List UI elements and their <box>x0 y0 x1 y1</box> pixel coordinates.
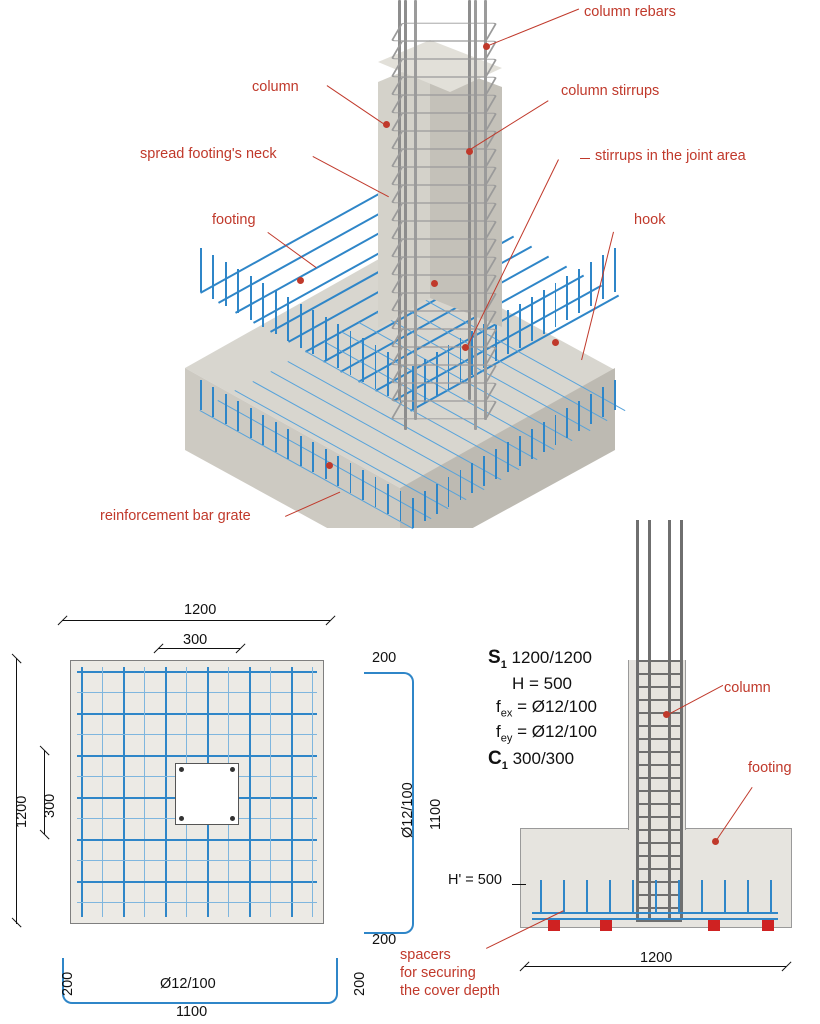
column-stirrup <box>391 23 498 41</box>
plan-rebar-vertical <box>249 667 251 917</box>
mesh-upstand-bar <box>471 463 473 493</box>
plan-dim-overall-line <box>62 620 330 621</box>
label-footing: footing <box>212 212 256 228</box>
mesh-upstand-bar <box>250 276 252 320</box>
mesh-upstand-bar <box>614 248 616 292</box>
mesh-upstand-bar <box>275 422 277 452</box>
plan-footing-outline <box>70 660 324 924</box>
section-upstand-bar <box>678 880 680 914</box>
section-dot-column <box>663 711 670 718</box>
label-stirrups-joint: stirrups in the joint area <box>595 148 746 164</box>
label-column-rebars: column rebars <box>584 4 676 20</box>
plan-rebar-vertical <box>123 667 125 917</box>
column-stirrup <box>391 257 498 275</box>
bar-bottom-leg-left: 200 <box>60 971 76 996</box>
mesh-upstand-bar <box>325 317 327 361</box>
column-stirrup <box>391 401 498 419</box>
column-stirrup <box>391 383 498 401</box>
section-upstand-bar <box>701 880 703 914</box>
section-column-stirrup <box>636 881 682 883</box>
schedule-fey-value: Ø12/100 <box>531 721 597 741</box>
mesh-upstand-bar <box>566 276 568 320</box>
leader-line-stirrups-joint <box>580 158 590 159</box>
schedule-s1-label: S <box>488 647 501 668</box>
leader-line-column <box>327 85 384 124</box>
plan-rebar-vertical <box>312 667 313 917</box>
section-spacer <box>762 920 774 931</box>
column-stirrup <box>391 239 498 257</box>
mesh-upstand-bar <box>531 297 533 341</box>
section-spacer <box>548 920 560 931</box>
schedule-fex-value: Ø12/100 <box>531 696 597 716</box>
bar-bottom-diameter: Ø12/100 <box>160 976 216 992</box>
leader-line-footing-2 <box>300 280 301 281</box>
mesh-upstand-bar <box>543 422 545 452</box>
label-reinforcement-bar-grate: reinforcement bar grate <box>100 508 251 524</box>
column-stirrup <box>391 275 498 293</box>
plan-rebar-vertical <box>291 667 293 917</box>
column-stirrup <box>391 329 498 347</box>
spacers-note-line-2: for securing <box>400 965 476 982</box>
bar-right-leg-bottom: 200 <box>372 932 397 948</box>
plan-dim-left-line <box>16 658 17 924</box>
mesh-upstand-bar <box>578 401 580 431</box>
mesh-upstand-bar <box>312 310 314 354</box>
section-label-column: column <box>724 680 771 696</box>
section-upstand-bar <box>747 880 749 914</box>
mesh-upstand-bar <box>412 498 414 528</box>
section-width-line <box>524 966 786 967</box>
plan-dim-left-text: 1200 <box>14 795 30 828</box>
mesh-upstand-bar <box>424 491 426 521</box>
column-stirrup <box>391 347 498 365</box>
section-spacers-note <box>400 946 500 1000</box>
section-column-stirrup <box>636 816 682 818</box>
schedule-fex-sub: ex <box>500 706 513 719</box>
section-column-stirrup <box>636 751 682 753</box>
mesh-upstand-bar <box>555 415 557 445</box>
mesh-upstand-bar <box>212 387 214 417</box>
section-column-stirrup <box>636 790 682 792</box>
section-column-stirrup <box>636 920 682 922</box>
bar-right-leg-top: 200 <box>372 650 397 666</box>
column-stirrup <box>391 149 498 167</box>
mesh-upstand-bar <box>237 401 239 431</box>
section-height-arrow <box>512 884 526 885</box>
spacers-note-line-3: the cover depth <box>400 983 500 1000</box>
footing-schedule-notes <box>488 645 597 774</box>
column-stirrup <box>391 203 498 221</box>
section-column-stirrup <box>636 868 682 870</box>
mesh-upstand-bar <box>436 484 438 514</box>
mesh-upstand-bar <box>300 436 302 466</box>
section-column-stirrup <box>636 777 682 779</box>
mesh-upstand-bar <box>312 442 314 472</box>
plan-rebar-horizontal <box>77 860 317 861</box>
section-upstand-bar <box>655 880 657 914</box>
leader-dot-grate <box>326 462 333 469</box>
leader-dot-neck <box>431 280 438 287</box>
schedule-h: H = 500 <box>512 673 573 693</box>
column-stirrup <box>391 365 498 383</box>
mesh-upstand-bar <box>362 470 364 500</box>
mesh-upstand-bar <box>275 290 277 334</box>
mesh-upstand-bar <box>614 380 616 410</box>
schedule-c1-label: C <box>488 748 502 770</box>
mesh-upstand-bar <box>337 324 339 368</box>
schedule-eq-1: = <box>517 696 528 716</box>
section-spacer <box>708 920 720 931</box>
section-column-stirrup <box>636 829 682 831</box>
label-column: column <box>252 79 299 95</box>
mesh-upstand-bar <box>507 442 509 472</box>
section-column-stirrup <box>636 907 682 909</box>
mesh-upstand-bar <box>483 456 485 486</box>
section-column-stirrup <box>636 673 682 675</box>
mesh-upstand-bar <box>495 449 497 479</box>
section-column-stirrup <box>636 660 682 662</box>
mesh-upstand-bar <box>387 484 389 514</box>
mesh-upstand-bar <box>350 331 352 375</box>
schedule-s1-sub: 1 <box>500 658 507 671</box>
section-column-stirrup <box>636 894 682 896</box>
mesh-upstand-bar <box>578 269 580 313</box>
section-column-rebar <box>668 520 671 920</box>
column-stirrup <box>391 113 498 131</box>
mesh-upstand-bar <box>337 456 339 486</box>
leader-dot-hook <box>552 339 559 346</box>
mesh-upstand-bar <box>200 380 202 410</box>
mesh-upstand-bar <box>287 429 289 459</box>
section-upstand-bar <box>724 880 726 914</box>
mesh-upstand-bar <box>590 394 592 424</box>
leader-line-hook <box>581 232 614 360</box>
section-column-rebar <box>680 520 683 920</box>
plan-rebar-horizontal <box>77 881 317 883</box>
plan-column-square <box>175 763 239 825</box>
column-stirrup <box>391 77 498 95</box>
mesh-upstand-bar <box>519 304 521 348</box>
plan-rebar-horizontal <box>77 734 317 735</box>
plan-rebar-vertical <box>165 667 167 917</box>
schedule-s1-size: 1200/1200 <box>511 648 592 667</box>
section-column-stirrup <box>636 725 682 727</box>
bar-bottom-body: 1100 <box>176 1004 208 1020</box>
section-column-stirrup <box>636 842 682 844</box>
plan-rebar-horizontal <box>77 713 317 715</box>
column-stirrup <box>391 221 498 239</box>
section-column-stirrup <box>636 738 682 740</box>
column-stirrup <box>391 167 498 185</box>
section-upstand-bar <box>632 880 634 914</box>
mesh-upstand-bar <box>387 352 389 396</box>
section-bottom-bar <box>532 918 778 920</box>
schedule-c1-sub: 1 <box>501 759 508 772</box>
plan-rebar-vertical <box>81 667 83 917</box>
section-upstand-bar <box>609 880 611 914</box>
mesh-upstand-bar <box>287 297 289 341</box>
spacers-note-line-1: spacers <box>400 947 451 963</box>
column-stirrup <box>391 131 498 149</box>
column-stirrup <box>391 95 498 113</box>
section-column-stirrup <box>636 803 682 805</box>
mesh-upstand-bar <box>262 415 264 445</box>
mesh-upstand-bar <box>362 338 364 382</box>
leader-line-neck <box>313 156 389 197</box>
schedule-c1-size: 300/300 <box>512 749 575 769</box>
label-spread-footings-neck: spread footing's neck <box>140 146 277 162</box>
section-upstand-bar <box>563 880 565 914</box>
plan-rebar-vertical <box>144 667 145 917</box>
mesh-upstand-bar <box>566 408 568 438</box>
plan-rebar-horizontal <box>77 902 317 903</box>
mesh-upstand-bar <box>250 408 252 438</box>
schedule-fex-label: f <box>496 696 501 716</box>
section-upstand-bar <box>770 880 772 914</box>
plan-rebar-horizontal <box>77 839 317 841</box>
mesh-upstand-bar <box>237 269 239 313</box>
plan-rebar-vertical <box>270 667 271 917</box>
label-hook: hook <box>634 212 666 228</box>
section-column-stirrup <box>636 712 682 714</box>
leader-dot-stirrups-joint <box>462 344 469 351</box>
mesh-upstand-bar <box>400 491 402 521</box>
section-width-text: 1200 <box>640 950 673 966</box>
mesh-upstand-bar <box>519 436 521 466</box>
mesh-upstand-bar <box>531 429 533 459</box>
mesh-upstand-bar <box>448 477 450 507</box>
section-spacer <box>600 920 612 931</box>
section-height-label: H' = 500 <box>448 872 502 888</box>
mesh-upstand-bar <box>590 262 592 306</box>
bar-right-body: 1100 <box>428 798 444 830</box>
bar-bottom-leg-right: 200 <box>352 971 368 996</box>
section-label-footing: footing <box>748 760 792 776</box>
mesh-upstand-bar <box>555 283 557 327</box>
schedule-fey-label: f <box>496 721 501 741</box>
plan-rebar-horizontal <box>77 755 317 757</box>
plan-dim-overall-text: 1200 <box>184 602 217 618</box>
mesh-upstand-bar <box>200 248 202 292</box>
section-column-stirrup <box>636 699 682 701</box>
mesh-upstand-bar <box>375 345 377 389</box>
plan-dim-left-col-line <box>44 750 45 834</box>
mesh-upstand-bar <box>460 470 462 500</box>
section-upstand-bar <box>586 880 588 914</box>
mesh-upstand-bar <box>212 255 214 299</box>
mesh-upstand-bar <box>507 310 509 354</box>
mesh-upstand-bar <box>602 387 604 417</box>
section-upstand-bar <box>540 880 542 914</box>
section-column-stirrup <box>636 855 682 857</box>
leader-line-column-rebars <box>486 9 579 47</box>
plan-rebar-horizontal <box>77 671 317 673</box>
schedule-fey-sub: ey <box>500 732 513 745</box>
column-stirrup <box>391 41 498 59</box>
schedule-eq-2: = <box>517 721 528 741</box>
plan-dim-column-line <box>158 648 240 649</box>
plan-dim-left-col-text: 300 <box>42 793 58 818</box>
column-stirrup <box>391 59 498 77</box>
section-column-rebar <box>648 520 651 920</box>
section-column-stirrup <box>636 686 682 688</box>
plan-rebar-vertical <box>102 667 103 917</box>
mesh-upstand-bar <box>262 283 264 327</box>
mesh-upstand-bar <box>350 463 352 493</box>
section-dot-footing <box>712 838 719 845</box>
mesh-upstand-bar <box>543 290 545 334</box>
mesh-upstand-bar <box>300 304 302 348</box>
mesh-upstand-bar <box>225 262 227 306</box>
leader-dot-column <box>383 121 390 128</box>
plan-rebar-horizontal <box>77 692 317 693</box>
label-column-stirrups: column stirrups <box>561 83 660 99</box>
column-stirrup <box>391 185 498 203</box>
mesh-upstand-bar <box>375 477 377 507</box>
column-stirrup <box>391 293 498 311</box>
section-column-rebar <box>636 520 639 920</box>
section-column-stirrup <box>636 764 682 766</box>
mesh-upstand-bar <box>225 394 227 424</box>
plan-dim-column-text: 300 <box>183 632 208 648</box>
bar-right-diameter: Ø12/100 <box>400 782 416 838</box>
